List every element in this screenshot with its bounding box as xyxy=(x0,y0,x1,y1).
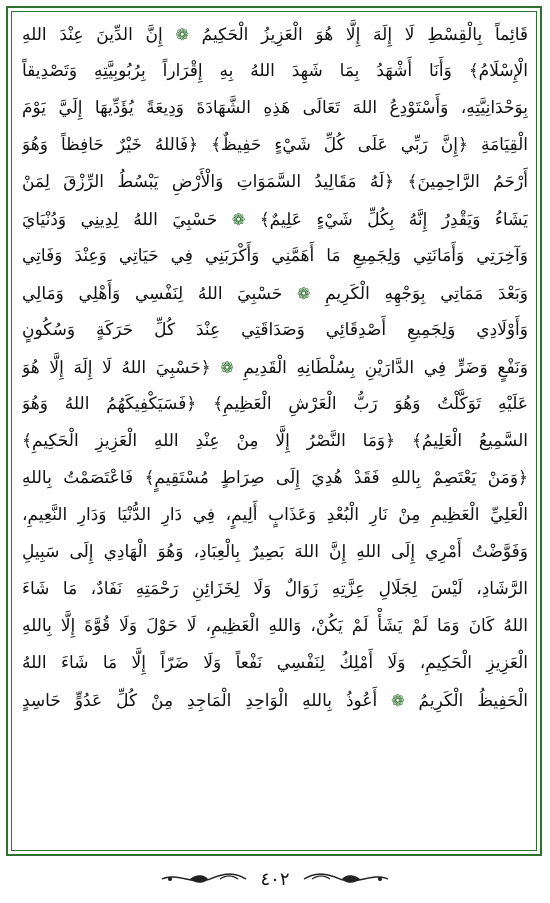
text-line: السَّمِيعُ الْعَلِيمُ﴾ ﴿وَمَا النَّصْرُ إِلَّا مِنْ عِنْدِ اللهِ الْعَزِيزِ الْحَكِيمِ﴾ xyxy=(22,431,528,451)
text-line: عَلَيْهِ تَوَكَّلْتُ وَهُوَ رَبُّ الْعَرْشِ الْعَظِيمِ﴾ ﴿فَسَيَكْفِيكَهُمُ اللهُ وَهُوَ xyxy=(22,394,528,414)
text-line: وَنَفْعٍ وَضَرٍّ فِي الدَّارَيْنِ بِسُلْطَانِهِ الْقَدِيمِ ❁ ﴿حَسْبِيَ اللهُ لَا إِلَهَ إِلَّا هُوَ xyxy=(22,358,528,378)
text-line: الْقِيَامَةِ ﴿إِنَّ رَبِّي عَلَى كُلِّ شَيْءٍ حَفِيظٌ﴾ ﴿فَاللهُ خَيْرٌ حَافِظاً وَهُوَ xyxy=(22,135,528,155)
text-line: الْحَفِيظُ الْكَرِيمُ ❁ أَعُوذُ بِاللهِ الْوَاحِدِ الْمَاجِدِ مِنْ كُلِّ عَدُوٍّ حَاسِدٍ xyxy=(22,691,528,711)
page-number: ٤٠٢ xyxy=(260,868,290,890)
prayer-text-block xyxy=(22,16,528,846)
text-line: بِوَحْدَانِيَّتِهِ، وَأَسْتَوْدِعُ اللهَ تَعَالَى هَذِهِ الشَّهَادَةَ وَدِيعَةً يُؤَدِّيهَا إِلَيَّ يَوْمَ xyxy=(22,98,528,118)
page-footer xyxy=(0,862,550,896)
text-line: ﴿وَمَنْ يَعْتَصِمْ بِاللهِ فَقَدْ هُدِيَ إِلَى صِرَاطٍ مُسْتَقِيمٍ﴾ فَاعْتَصَمْتُ بِاللهِ xyxy=(22,468,528,488)
text-line: يَشَاءُ وَيَقْدِرُ إِنَّهُ بِكُلِّ شَيْءٍ عَلِيمٌ﴾ ❁ حَسْبِيَ اللهُ لِدِينِي وَدُنْيَايَ xyxy=(22,210,528,230)
text-line: اللهُ كَانَ وَمَا لَمْ يَشَأْ لَمْ يَكُنْ، وَاللهِ الْعَظِيمِ، لَا حَوْلَ وَلَا قُوَّةَ إِلَّا بِاللهِ xyxy=(22,616,528,636)
rosette-icon: ❁ xyxy=(175,25,189,44)
text-line: وَبَعْدَ مَمَاتِي بِوَجْهِهِ الْكَرِيمِ ❁ حَسْبِيَ اللهُ لِنَفْسِي وَأَهْلِي وَمَالِي xyxy=(22,284,528,304)
text-line: الْإِسْلَامُ﴾ وَأَنَا أَشْهَدُ بِمَا شَهِدَ اللهُ بِهِ إِقْرَاراً بِرُبُوبِيَّتِهِ وَتَصْدِيقاً xyxy=(22,61,528,81)
rosette-icon: ❁ xyxy=(220,358,234,377)
floral-ornament-left-icon xyxy=(160,870,248,888)
floral-ornament-right-icon xyxy=(302,870,390,888)
text-line: قَائِماً بِالْقِسْطِ لَا إِلَهَ إِلَّا هُوَ الْعَزِيزُ الْحَكِيمُ ❁ إِنَّ الدِّينَ عِنْدَ اللهِ xyxy=(22,25,528,45)
text-line: وَأَوْلَادِي وَلِجَمِيعِ أَصْدِقَائِي وَصَدَاقَتِي عِنْدَ كُلِّ حَرَكَةٍ وَسُكُونٍ xyxy=(22,320,528,340)
text-line: الْعَزِيزِ الْحَكِيمِ، وَلَا أَمْلِكُ لِنَفْسِي نَفْعاً وَلَا ضَرّاً إِلَّا مَا شَاءَ اللهُ xyxy=(22,653,528,673)
rosette-icon: ❁ xyxy=(296,284,311,303)
text-line: وَآخِرَتِي وَأَمَانَتِي وَلِجَمِيعِ مَا أَهَمَّنِي وَأَكْرَبَنِي فِي حَيَاتِي وَعِنْدَ وَفَاتِي xyxy=(22,246,528,266)
text-line: الرَّشَادِ، لَيْسَ لِجَلَالِ عِزَّتِهِ زَوَالٌ وَلَا لِخَزَائِنِ رَحْمَتِهِ نَفَادٌ، مَا شَاءَ xyxy=(22,579,528,599)
text-line: وَفَوَّضْتُ أَمْرِي إِلَى اللهِ إِنَّ اللهَ بَصِيرٌ بِالْعِبَادِ، وَهُوَ الْهَادِي إِلَى سَبِيلِ xyxy=(22,542,528,562)
rosette-icon: ❁ xyxy=(231,210,246,229)
text-line: الْعَلِيِّ الْعَظِيمِ مِنْ نَارِ الْبُعْدِ وَعَذَابٍ أَلِيمٍ، فِي دَارِ الدُّنْيَا وَدَارِ النَّعِيمِ، xyxy=(22,505,528,525)
rosette-icon: ❁ xyxy=(391,691,405,710)
text-line: أَرْحَمُ الرَّاحِمِينَ﴾ ﴿لَهُ مَقَالِيدُ السَّمَوَاتِ وَالْأَرْضِ يَبْسُطُ الرِّزْقَ لِمَنْ xyxy=(22,172,528,192)
